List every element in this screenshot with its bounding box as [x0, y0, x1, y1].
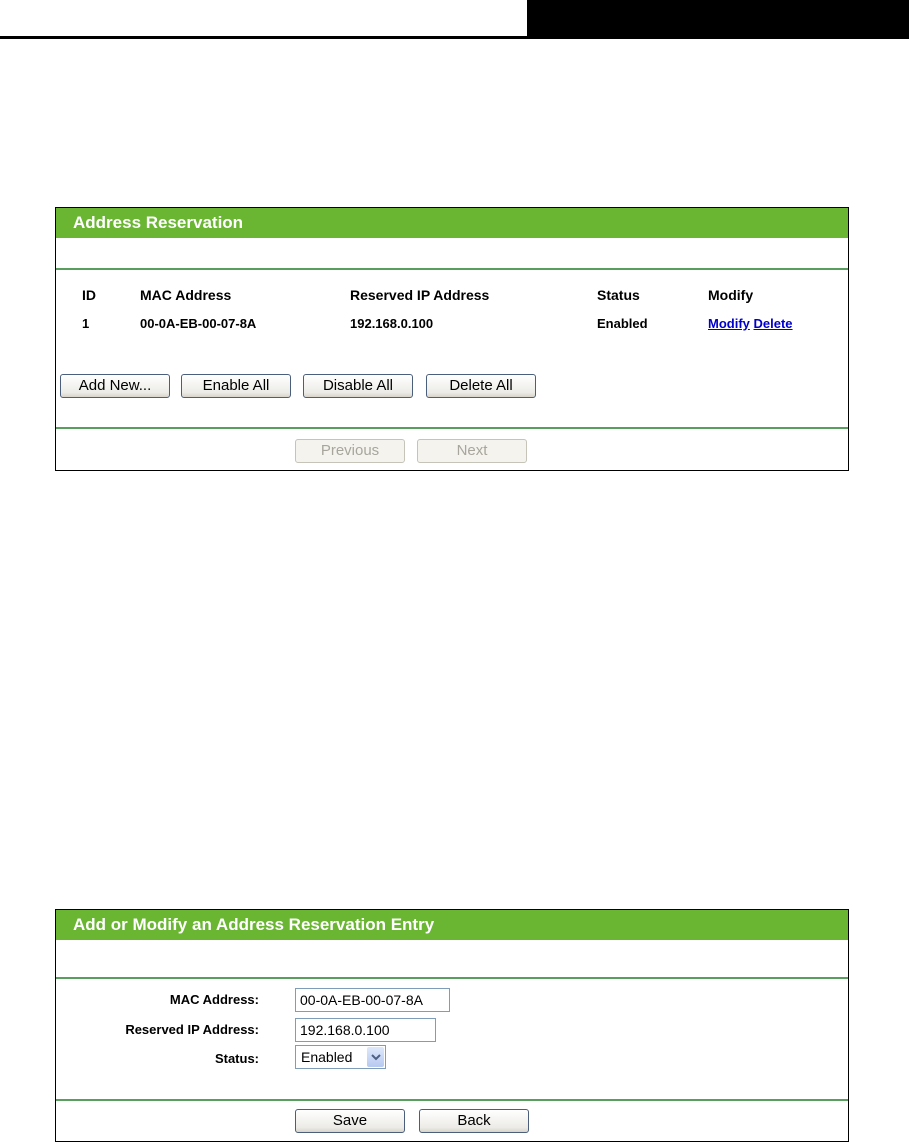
row-ip: 192.168.0.100 — [350, 316, 434, 331]
row-id: 1 — [82, 316, 90, 331]
row-status: Enabled — [597, 316, 648, 331]
enable-all-button[interactable]: Enable All — [181, 374, 291, 398]
divider — [56, 977, 848, 979]
header-block — [527, 0, 909, 38]
modify-link[interactable]: Modify — [708, 316, 750, 331]
status-label: Status: — [214, 1051, 259, 1066]
previous-button[interactable]: Previous — [295, 439, 405, 463]
next-button[interactable]: Next — [417, 439, 527, 463]
reserved-ip-field[interactable] — [295, 1018, 436, 1042]
delete-link[interactable]: Delete — [753, 316, 793, 331]
column-header-mac: MAC Address — [140, 287, 232, 303]
row-mac: 00-0A-EB-00-07-8A — [140, 316, 257, 331]
add-new-button[interactable]: Add New... — [60, 374, 170, 398]
column-header-modify: Modify — [708, 287, 754, 303]
divider — [56, 268, 848, 270]
panel-title: Address Reservation — [56, 208, 848, 239]
panel-title: Add or Modify an Address Reservation Entry — [56, 910, 848, 941]
divider — [56, 1099, 848, 1101]
disable-all-button[interactable]: Disable All — [303, 374, 413, 398]
row-actions — [708, 316, 793, 331]
reserved-ip-label: Reserved IP Address: — [125, 1022, 259, 1037]
back-button[interactable]: Back — [419, 1109, 529, 1133]
status-selected-value: Enabled — [301, 1049, 353, 1065]
mac-address-field[interactable] — [295, 988, 450, 1012]
status-select[interactable] — [295, 1045, 386, 1069]
address-reservation-panel — [55, 207, 849, 471]
divider — [56, 427, 848, 429]
add-modify-entry-panel — [55, 909, 849, 1142]
save-button[interactable]: Save — [295, 1109, 405, 1133]
mac-address-label: MAC Address: — [169, 992, 259, 1007]
column-header-ip: Reserved IP Address — [350, 287, 490, 303]
delete-all-button[interactable]: Delete All — [426, 374, 536, 398]
column-header-id: ID — [82, 287, 96, 303]
chevron-down-icon[interactable] — [367, 1047, 384, 1067]
column-header-status: Status — [597, 287, 640, 303]
